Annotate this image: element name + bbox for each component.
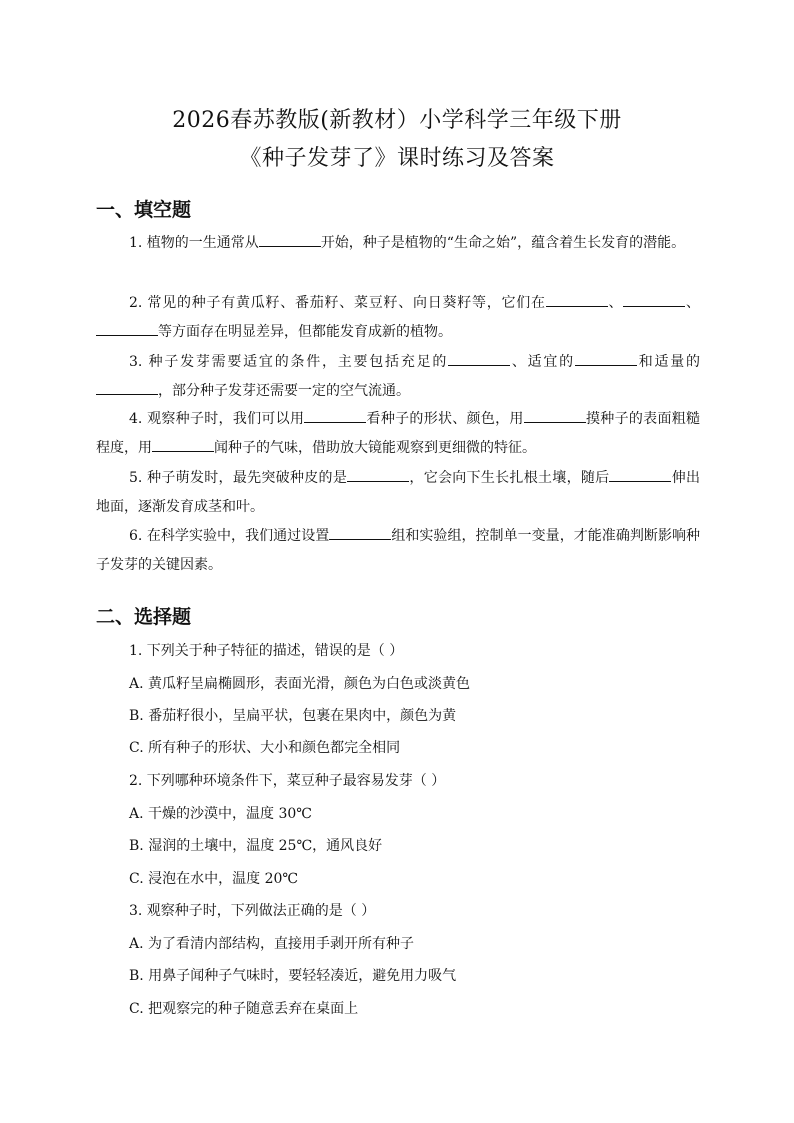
fill-question-5 — [96, 464, 700, 522]
choice-option: C. 所有种子的形状、大小和颜色都完全相同 — [129, 740, 401, 756]
question-text: 摸种子的表面粗糙程度，用 — [96, 411, 701, 456]
fill-question-1 — [96, 229, 700, 258]
question-text: 伸出地面，逐渐发育成茎和叶。 — [96, 470, 701, 515]
question-text: 、适宜的 — [510, 354, 575, 370]
answer-blank — [96, 380, 158, 395]
answer-blank — [448, 351, 510, 366]
choice-option: A. 为了看清内部结构，直接用手剥开所有种子 — [129, 936, 415, 952]
choice-option: B. 用鼻子闻种子气味时，要轻轻凑近，避免用力吸气 — [129, 968, 457, 984]
question-text: 5. 种子萌发时，最先突破种皮的是 — [129, 470, 348, 486]
question-text: 、 — [685, 295, 700, 311]
fill-question-6 — [96, 522, 700, 580]
choice-question-2: 2. 下列哪种环境条件下，菜豆种子最容易发芽（ ） — [129, 773, 446, 789]
choice-option: C. 浸泡在水中，温度 20℃ — [129, 871, 299, 887]
answer-blank — [347, 467, 409, 482]
question-text: ，它会向下生长扎根土壤，随后 — [409, 470, 610, 486]
answer-blank — [152, 437, 214, 452]
choice-option: B. 湿润的土壤中，温度 25℃，通风良好 — [129, 838, 383, 854]
question-text: 开始，种子是植物的“生命之始”，蕴含着生长发育的潜能。 — [320, 235, 686, 251]
answer-blank — [623, 292, 685, 307]
question-text: 6. 在科学实验中，我们通过设置 — [129, 528, 330, 544]
question-text: 3. 种子发芽需要适宜的条件，主要包括充足的 — [129, 354, 449, 370]
question-text: ，部分种子发芽还需要一定的空气流通。 — [158, 383, 410, 399]
choice-option: C. 把观察完的种子随意丢弃在桌面上 — [129, 1001, 359, 1017]
answer-blank — [524, 408, 586, 423]
document-title-line2: 《种子发芽了》课时练习及答案 — [239, 146, 555, 171]
question-text: 1. 植物的一生通常从 — [129, 235, 259, 251]
question-text: 2. 常见的种子有黄瓜籽、番茄籽、菜豆籽、向日葵籽等，它们在 — [129, 295, 546, 311]
document-title-line1: 2026春苏教版(新教材）小学科学三年级下册 — [172, 108, 622, 133]
question-text: 看种子的形状、颜色，用 — [366, 411, 524, 427]
question-text: 闻种子的气味，借助放大镜能观察到更细微的特征。 — [214, 440, 536, 456]
fill-question-4 — [96, 405, 700, 463]
answer-blank — [304, 408, 366, 423]
answer-blank — [259, 232, 321, 247]
question-text: 4. 观察种子时，我们可以用 — [129, 411, 305, 427]
question-text: 等方面存在明显差异，但都能发育成新的植物。 — [158, 324, 452, 340]
choice-question-3: 3. 观察种子时，下列做法正确的是（ ） — [129, 903, 376, 919]
choice-option: A. 干燥的沙漠中，温度 30℃ — [129, 806, 312, 822]
fill-question-2 — [96, 289, 700, 347]
answer-blank — [575, 351, 637, 366]
section-heading-fill-in: 一、填空题 — [96, 199, 192, 221]
answer-blank — [546, 292, 608, 307]
question-text: 组和实验组，控制单一变量，才能准确判断影响种子发芽的关键因素。 — [96, 528, 701, 573]
question-text: 、 — [607, 295, 624, 311]
choice-option: B. 番茄籽很小，呈扁平状，包裹在果肉中，颜色为黄 — [129, 708, 457, 724]
answer-blank — [329, 525, 391, 540]
section-heading-multiple-choice: 二、选择题 — [96, 606, 192, 628]
answer-blank — [609, 467, 671, 482]
fill-question-3 — [96, 348, 700, 406]
choice-option: A. 黄瓜籽呈扁椭圆形，表面光滑，颜色为白色或淡黄色 — [129, 676, 471, 692]
question-text: 和适量的 — [636, 354, 700, 370]
choice-question-1: 1. 下列关于种子特征的描述，错误的是（ ） — [129, 643, 404, 659]
answer-blank — [96, 321, 158, 336]
